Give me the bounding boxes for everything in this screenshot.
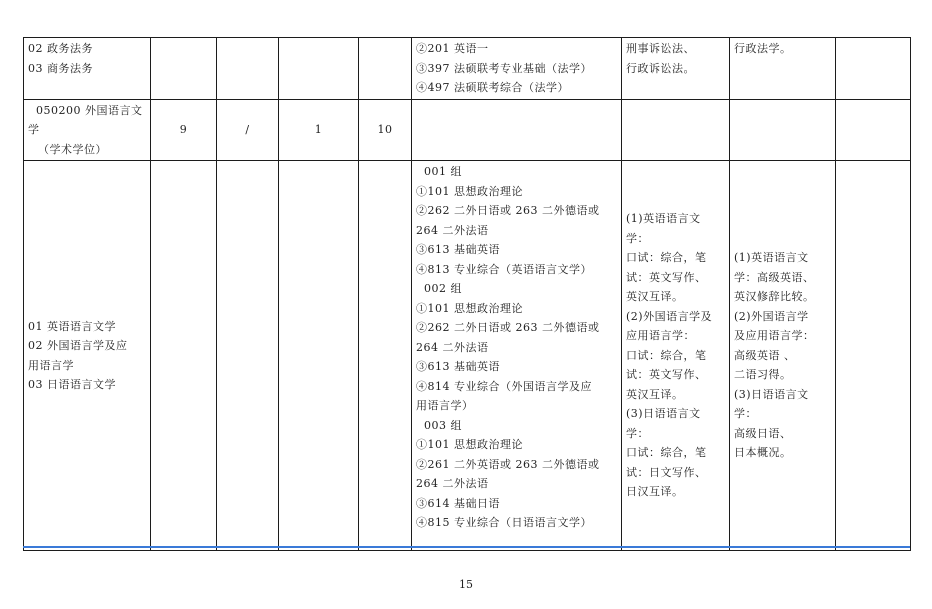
quota-cell (217, 38, 279, 100)
subject-line: ③614 基础日语 (416, 496, 500, 510)
retest-line: 口试：综合，笔 (626, 251, 707, 265)
equivalent-line: 二语习得。 (734, 368, 792, 382)
subject-line: ③613 基础英语 (416, 243, 500, 256)
group-label: 003 组 (424, 418, 462, 432)
equivalent-subjects-cell (730, 38, 836, 100)
subject-line: ②261 二外英语或 263 二外德语或 (416, 457, 600, 471)
notes-cell (836, 161, 911, 551)
quota-cell: 10 (359, 99, 412, 161)
subject-line: ①101 思想政治理论 (416, 438, 523, 451)
subject-line: ③397 法硕联考专业基础（法学） (416, 61, 592, 75)
equivalent-line: 英汉修辞比较。 (734, 290, 815, 304)
quota-cell (279, 38, 359, 100)
equivalent-line: 行政法学。 (734, 42, 792, 55)
subject-line: ④814 专业综合（外国语言学及应 (416, 379, 592, 393)
subject-line: ②262 二外日语或 263 二外德语或 (416, 321, 600, 334)
quota-cell (279, 161, 359, 551)
group-label: 002 组 (424, 282, 462, 295)
retest-line: 日汉互译。 (626, 485, 684, 499)
program-table (23, 37, 911, 551)
equivalent-line: (1)英语语言文 (734, 251, 809, 265)
direction-line: 01 英语语言文学 (28, 319, 116, 333)
equivalent-line: 学： (734, 407, 757, 421)
retest-line: 应用语言学： (626, 329, 695, 343)
subject-line: ①101 思想政治理论 (416, 301, 523, 315)
retest-line: 刑事诉讼法、 (626, 42, 695, 55)
retest-line: 英汉互译。 (626, 387, 684, 401)
subject-line: ④497 法硕联考综合（法学） (416, 81, 569, 94)
retest-line: 试：英文写作、 (626, 270, 707, 284)
quota-cell (151, 161, 217, 551)
retest-line: 口试：综合，笔 (626, 446, 707, 460)
retest-line: 试：英文写作、 (626, 368, 707, 382)
program-code-line: 050200 外国语言文 (36, 103, 143, 117)
research-direction-cell (24, 161, 151, 551)
page-number: 15 (459, 578, 473, 591)
subject-line: 264 二外法语 (416, 340, 489, 354)
subject-line: ④813 专业综合（英语语言文学） (416, 262, 592, 276)
retest-line: 学： (626, 426, 649, 440)
equivalent-line: 及应用语言学： (734, 329, 815, 343)
subject-line: 264 二外法语 (416, 477, 489, 490)
exam-subjects-cell (412, 99, 622, 161)
equivalent-subjects-cell (730, 161, 836, 551)
quota-cell: / (217, 99, 279, 161)
exam-subjects-cell (412, 161, 622, 551)
research-direction-cell (24, 38, 151, 100)
quota-cell (217, 161, 279, 551)
equivalent-subjects-cell (730, 99, 836, 161)
direction-line: 03 日语语言文学 (28, 378, 116, 391)
program-name-cell (24, 99, 151, 161)
retest-subjects-cell (622, 161, 730, 551)
retest-subjects-cell (622, 99, 730, 161)
subject-line: ③613 基础英语 (416, 360, 500, 373)
retest-subjects-cell (622, 38, 730, 100)
quota-cell: 9 (151, 99, 217, 161)
subject-line: ②201 英语一 (416, 42, 489, 55)
retest-line: 试：日文写作、 (626, 465, 707, 479)
quota-cell: 1 (279, 99, 359, 161)
degree-type-line: （学术学位） (38, 142, 107, 156)
table-row (24, 161, 911, 551)
program-name-line: 学 (28, 123, 40, 136)
table-row (24, 99, 911, 161)
notes-cell (836, 99, 911, 161)
bottom-rule (23, 546, 910, 548)
direction-line: 03 商务法务 (28, 61, 93, 75)
retest-line: (3)日语语言文 (626, 407, 701, 421)
quota-cell (151, 38, 217, 100)
equivalent-line: (3)日语语言文 (734, 387, 809, 401)
group-label: 001 组 (424, 165, 462, 178)
retest-line: 英汉互译。 (626, 290, 684, 304)
equivalent-line: 学：高级英语、 (734, 270, 815, 284)
retest-line: (2)外国语言学及 (626, 309, 713, 323)
subject-line: 用语言学） (416, 399, 474, 412)
table-row (24, 38, 911, 100)
retest-line: 口试：综合，笔 (626, 348, 707, 362)
retest-line: 行政诉讼法。 (626, 61, 695, 75)
retest-line: (1)英语语言文 (626, 212, 701, 226)
equivalent-line: 高级日语、 (734, 426, 792, 440)
quota-cell (359, 38, 412, 100)
direction-line: 用语言学 (28, 358, 74, 372)
equivalent-line: (2)外国语言学 (734, 309, 809, 323)
direction-line: 02 政务法务 (28, 42, 93, 55)
direction-line: 02 外国语言学及应 (28, 339, 128, 352)
exam-subjects-cell (412, 38, 622, 100)
subject-line: ④815 专业综合（日语语言文学） (416, 516, 592, 529)
notes-cell (836, 38, 911, 100)
quota-cell (359, 161, 412, 551)
equivalent-line: 日本概况。 (734, 446, 792, 460)
subject-line: ②262 二外日语或 263 二外德语或 (416, 204, 600, 217)
subject-line: ①101 思想政治理论 (416, 184, 523, 198)
equivalent-line: 高级英语 、 (734, 348, 796, 362)
retest-line: 学： (626, 231, 649, 245)
subject-line: 264 二外法语 (416, 223, 489, 237)
